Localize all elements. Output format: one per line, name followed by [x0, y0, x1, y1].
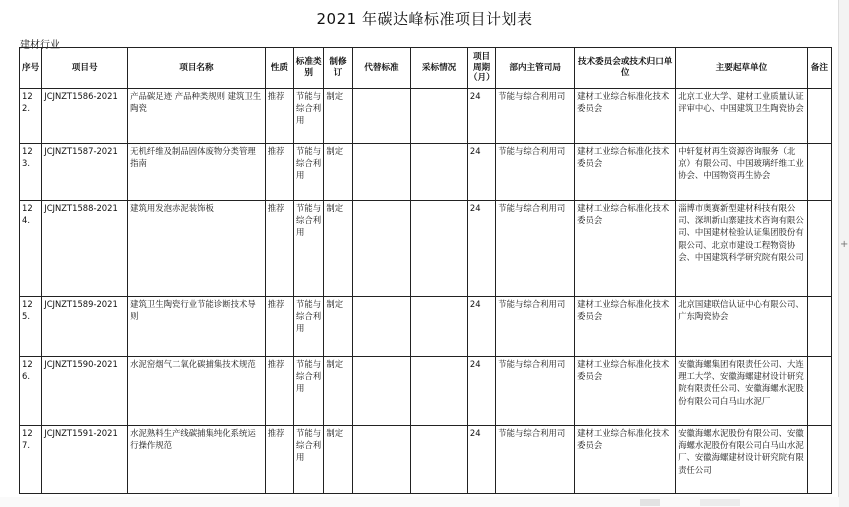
cell-note: [807, 201, 831, 297]
cell-adopt: [411, 357, 468, 426]
industry-label: 建材行业: [20, 40, 60, 51]
cell-committee: 建材工业综合标准化技术委员会: [575, 357, 676, 426]
cell-category: 节能与综合利用: [294, 297, 324, 357]
plus-icon[interactable]: +: [840, 239, 849, 250]
cell-committee: 建材工业综合标准化技术委员会: [575, 89, 676, 144]
cell-drafters: 中轩复材再生资源咨询服务（北京）有限公司、中国玻璃纤维工业协会、中国物资再生协会: [676, 144, 807, 201]
col-header-nature: 性质: [265, 48, 293, 89]
cell-note: [807, 144, 831, 201]
col-header-category: 标准类别: [294, 48, 324, 89]
cell-period: 24: [467, 426, 495, 494]
cell-dept: 节能与综合利用司: [496, 357, 575, 426]
cell-adopt: [411, 297, 468, 357]
cell-period: 24: [467, 297, 495, 357]
cell-nature: 推荐: [265, 201, 293, 297]
cell-committee: 建材工业综合标准化技术委员会: [575, 201, 676, 297]
cell-code: JCJNZT1591-2021: [42, 426, 128, 494]
table-row: [20, 357, 832, 426]
cell-period: 24: [467, 201, 495, 297]
cell-note: [807, 297, 831, 357]
cell-replace: [352, 357, 411, 426]
cell-drafters: 北京国建联信认证中心有限公司、广东陶瓷协会: [676, 297, 807, 357]
cell-name: 产品碳足迹 产品种类规则 建筑卫生陶瓷: [128, 89, 266, 144]
plan-table: [19, 47, 832, 494]
cell-committee: 建材工业综合标准化技术委员会: [575, 297, 676, 357]
cell-revision: 制定: [324, 297, 352, 357]
cell-note: [807, 357, 831, 426]
cell-drafters: 淄博市奥赛新型建材科技有限公司、深圳新山寨建技术咨询有限公司、中国建材检验认证集团股份有限公司、北京市建设工程物资协会、中国建筑科学研究院有限公司: [676, 201, 807, 297]
col-header-name: 项目名称: [128, 48, 266, 89]
table-row: [20, 144, 832, 201]
table-header-row: [20, 48, 832, 89]
col-header-code: 项目号: [42, 48, 128, 89]
cell-no: 124.: [20, 201, 42, 297]
cell-code: JCJNZT1588-2021: [42, 201, 128, 297]
cell-replace: [352, 144, 411, 201]
cell-no: 125.: [20, 297, 42, 357]
cell-name: 建筑卫生陶瓷行业节能诊断技术导则: [128, 297, 266, 357]
cell-category: 节能与综合利用: [294, 89, 324, 144]
cell-revision: 制定: [324, 144, 352, 201]
cell-drafters: 北京工业大学、建材工业质量认证评审中心、中国建筑卫生陶瓷协会: [676, 89, 807, 144]
cell-dept: 节能与综合利用司: [496, 144, 575, 201]
cell-revision: 制定: [324, 426, 352, 494]
cell-name: 水泥熟料生产线碳捕集纯化系统运行操作规范: [128, 426, 266, 494]
cell-category: 节能与综合利用: [294, 426, 324, 494]
cell-note: [807, 426, 831, 494]
cell-adopt: [411, 144, 468, 201]
cell-dept: 节能与综合利用司: [496, 426, 575, 494]
col-header-period: 项目周期（月）: [467, 48, 495, 89]
vertical-scrollbar[interactable]: [838, 0, 849, 507]
cell-revision: 制定: [324, 357, 352, 426]
cell-period: 24: [467, 144, 495, 201]
cell-nature: 推荐: [265, 297, 293, 357]
col-header-no: 序号: [20, 48, 42, 89]
cell-replace: [352, 426, 411, 494]
cell-no: 122.: [20, 89, 42, 144]
cell-nature: 推荐: [265, 89, 293, 144]
cell-name: 水泥窑烟气二氧化碳捕集技术规范: [128, 357, 266, 426]
cell-revision: 制定: [324, 201, 352, 297]
cell-replace: [352, 201, 411, 297]
table-row: [20, 426, 832, 494]
cell-drafters: 安徽海螺水泥股份有限公司、安徽海螺水泥股份有限公司白马山水泥厂、安徽海螺建材设计研究院有限责任公司: [676, 426, 807, 494]
scroll-thumb[interactable]: [640, 499, 660, 506]
cell-replace: [352, 297, 411, 357]
col-header-committee: 技术委员会或技术归口单位: [575, 48, 676, 89]
cell-dept: 节能与综合利用司: [496, 297, 575, 357]
scroll-thumb[interactable]: [700, 499, 740, 506]
cell-drafters: 安徽海螺集团有限责任公司、大连理工大学、安徽海螺建材设计研究院有限责任公司、安徽海螺水泥股份有限公司白马山水泥厂: [676, 357, 807, 426]
cell-name: 无机纤维及制品固体废物分类管理指南: [128, 144, 266, 201]
cell-no: 126.: [20, 357, 42, 426]
cell-replace: [352, 89, 411, 144]
table-row: [20, 297, 832, 357]
cell-committee: 建材工业综合标准化技术委员会: [575, 426, 676, 494]
col-header-dept: 部内主管司局: [496, 48, 575, 89]
cell-nature: 推荐: [265, 426, 293, 494]
cell-category: 节能与综合利用: [294, 144, 324, 201]
cell-dept: 节能与综合利用司: [496, 201, 575, 297]
cell-no: 127.: [20, 426, 42, 494]
col-header-replace: 代替标准: [352, 48, 411, 89]
table-row: [20, 201, 832, 297]
cell-note: [807, 89, 831, 144]
cell-nature: 推荐: [265, 357, 293, 426]
col-header-adopt: 采标情况: [411, 48, 468, 89]
cell-code: JCJNZT1587-2021: [42, 144, 128, 201]
cell-dept: 节能与综合利用司: [496, 89, 575, 144]
cell-adopt: [411, 201, 468, 297]
col-header-revision: 制修订: [324, 48, 352, 89]
table-row: [20, 89, 832, 144]
cell-code: JCJNZT1586-2021: [42, 89, 128, 144]
cell-period: 24: [467, 357, 495, 426]
cell-period: 24: [467, 89, 495, 144]
cell-code: JCJNZT1589-2021: [42, 297, 128, 357]
cell-name: 建筑用发泡赤泥装饰板: [128, 201, 266, 297]
cell-code: JCJNZT1590-2021: [42, 357, 128, 426]
cell-revision: 制定: [324, 89, 352, 144]
cell-adopt: [411, 89, 468, 144]
cell-category: 节能与综合利用: [294, 357, 324, 426]
cell-committee: 建材工业综合标准化技术委员会: [575, 144, 676, 201]
cell-no: 123.: [20, 144, 42, 201]
cell-adopt: [411, 426, 468, 494]
cell-nature: 推荐: [265, 144, 293, 201]
document-title: 2021 年碳达峰标准项目计划表: [316, 10, 533, 28]
col-header-drafters: 主要起草单位: [676, 48, 807, 89]
cell-category: 节能与综合利用: [294, 201, 324, 297]
col-header-note: 备注: [807, 48, 831, 89]
